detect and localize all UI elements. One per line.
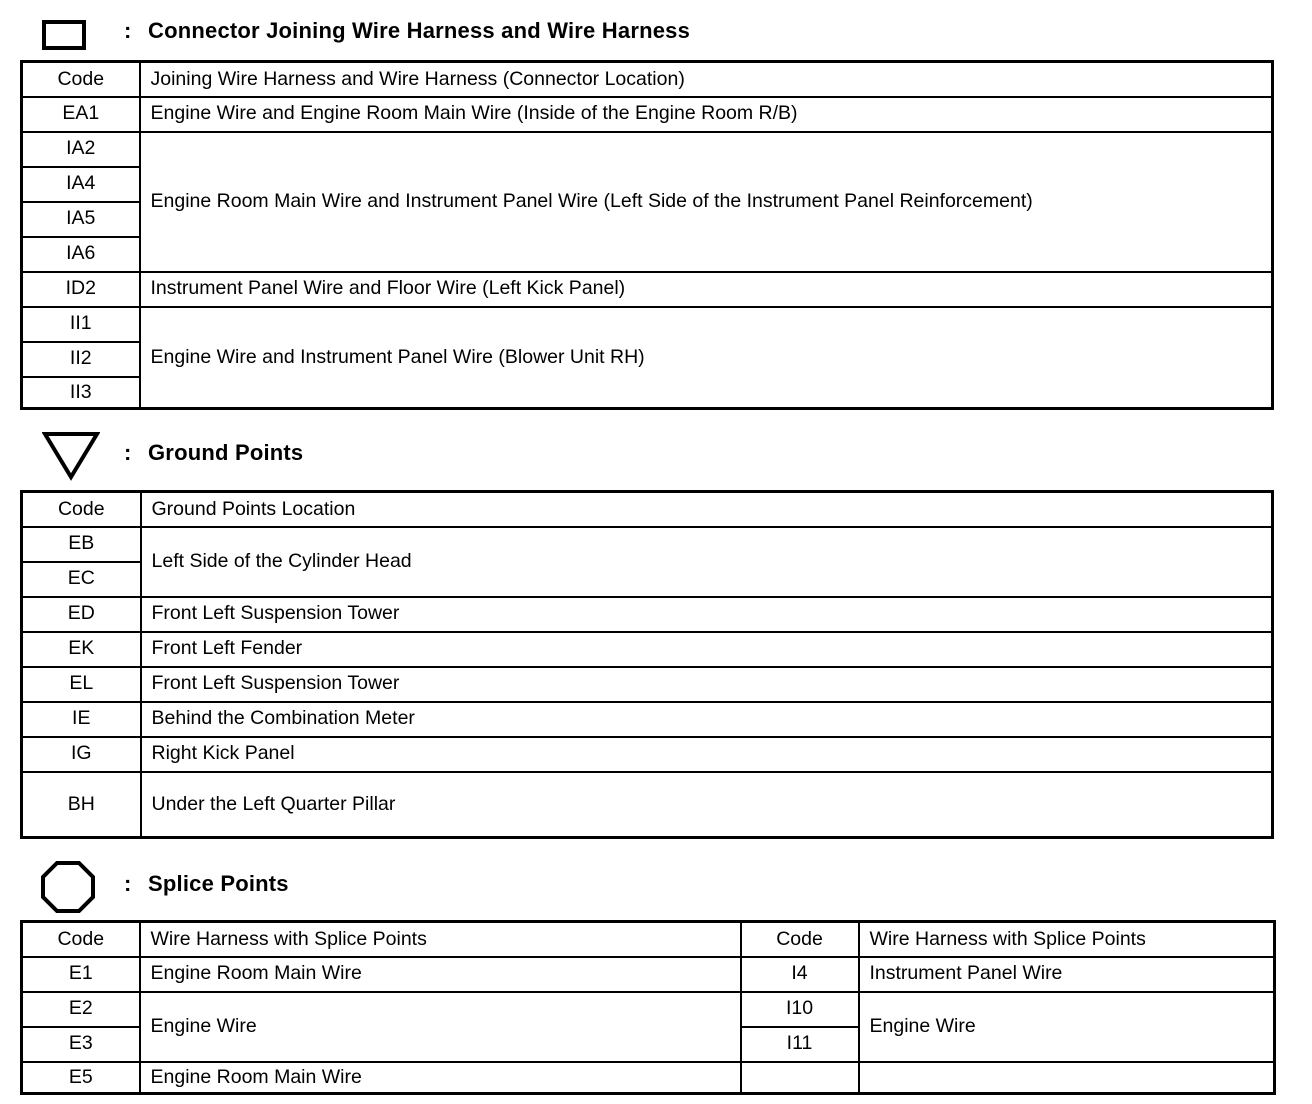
connectors-title-text: Connector Joining Wire Harness and Wire Harness <box>148 18 691 43</box>
table-header-row <box>22 492 1273 527</box>
code-cell: EB <box>22 527 141 562</box>
code-cell: I11 <box>741 1027 859 1062</box>
table-row <box>22 97 1273 132</box>
table-row <box>22 597 1273 632</box>
table-header-row <box>22 62 1273 97</box>
code-cell: II1 <box>22 307 140 342</box>
splice-title-text: Splice Points <box>148 871 289 896</box>
table-row <box>22 667 1273 702</box>
harness-cell <box>859 1062 1275 1094</box>
code-cell: EL <box>22 667 141 702</box>
header-desc: Wire Harness with Splice Points <box>859 922 1275 957</box>
code-cell: IE <box>22 702 141 737</box>
code-cell: EC <box>22 562 141 597</box>
header-code: Code <box>22 492 141 527</box>
table-row <box>22 957 1275 992</box>
code-cell: E1 <box>22 957 140 992</box>
header-code: Code <box>741 922 859 957</box>
code-cell: IA6 <box>22 237 140 272</box>
table-row <box>22 307 1273 342</box>
splice-title: : Splice Points <box>124 871 289 896</box>
ground-table <box>20 490 1274 839</box>
table-row <box>22 132 1273 167</box>
code-cell: IA4 <box>22 167 140 202</box>
harness-cell: Engine Room Main Wire <box>140 1062 741 1094</box>
code-cell: IA2 <box>22 132 140 167</box>
harness-cell: Instrument Panel Wire <box>859 957 1275 992</box>
code-cell: E2 <box>22 992 140 1027</box>
location-cell: Engine Wire and Engine Room Main Wire (Inside of the Engine Room R/B) <box>140 97 1273 132</box>
ground-title: : Ground Points <box>124 440 304 465</box>
code-cell: II2 <box>22 342 140 377</box>
code-cell: I4 <box>741 957 859 992</box>
header-desc: Joining Wire Harness and Wire Harness (Connector Location) <box>140 62 1273 97</box>
header-desc: Ground Points Location <box>141 492 1273 527</box>
code-cell: ID2 <box>22 272 140 307</box>
location-cell: Right Kick Panel <box>141 737 1273 772</box>
code-cell: I10 <box>741 992 859 1027</box>
location-cell: Left Side of the Cylinder Head <box>141 527 1273 597</box>
location-cell: Front Left Fender <box>141 632 1273 667</box>
harness-cell: Engine Wire <box>140 992 741 1062</box>
triangle-down-icon <box>42 431 100 481</box>
harness-cell: Engine Room Main Wire <box>140 957 741 992</box>
table-row <box>22 772 1273 838</box>
location-cell: Behind the Combination Meter <box>141 702 1273 737</box>
connectors-title: : Connector Joining Wire Harness and Wire Harness <box>124 18 691 43</box>
code-cell: EA1 <box>22 97 140 132</box>
code-cell: IA5 <box>22 202 140 237</box>
location-cell: Instrument Panel Wire and Floor Wire (Left Kick Panel) <box>140 272 1273 307</box>
square-icon <box>42 20 86 50</box>
location-cell: Engine Room Main Wire and Instrument Panel Wire (Left Side of the Instrument Panel Reinforcement) <box>140 132 1273 272</box>
connectors-table <box>20 60 1274 410</box>
location-cell: Engine Wire and Instrument Panel Wire (Blower Unit RH) <box>140 307 1273 409</box>
table-row <box>22 632 1273 667</box>
harness-cell: Engine Wire <box>859 992 1275 1062</box>
code-cell: EK <box>22 632 141 667</box>
code-cell: E5 <box>22 1062 140 1094</box>
code-cell: IG <box>22 737 141 772</box>
ground-title-text: Ground Points <box>148 440 304 465</box>
code-cell <box>741 1062 859 1094</box>
header-code: Code <box>22 922 140 957</box>
octagon-icon <box>40 860 96 914</box>
table-header-row <box>22 922 1275 957</box>
code-cell: BH <box>22 772 141 838</box>
table-row <box>22 992 1275 1027</box>
table-row <box>22 272 1273 307</box>
location-cell: Under the Left Quarter Pillar <box>141 772 1273 838</box>
code-cell: ED <box>22 597 141 632</box>
location-cell: Front Left Suspension Tower <box>141 667 1273 702</box>
header-desc: Wire Harness with Splice Points <box>140 922 741 957</box>
header-code: Code <box>22 62 140 97</box>
location-cell: Front Left Suspension Tower <box>141 597 1273 632</box>
table-row <box>22 1062 1275 1094</box>
splice-table <box>20 920 1276 1095</box>
code-cell: II3 <box>22 377 140 409</box>
table-row <box>22 737 1273 772</box>
code-cell: E3 <box>22 1027 140 1062</box>
table-row <box>22 702 1273 737</box>
table-row <box>22 527 1273 562</box>
